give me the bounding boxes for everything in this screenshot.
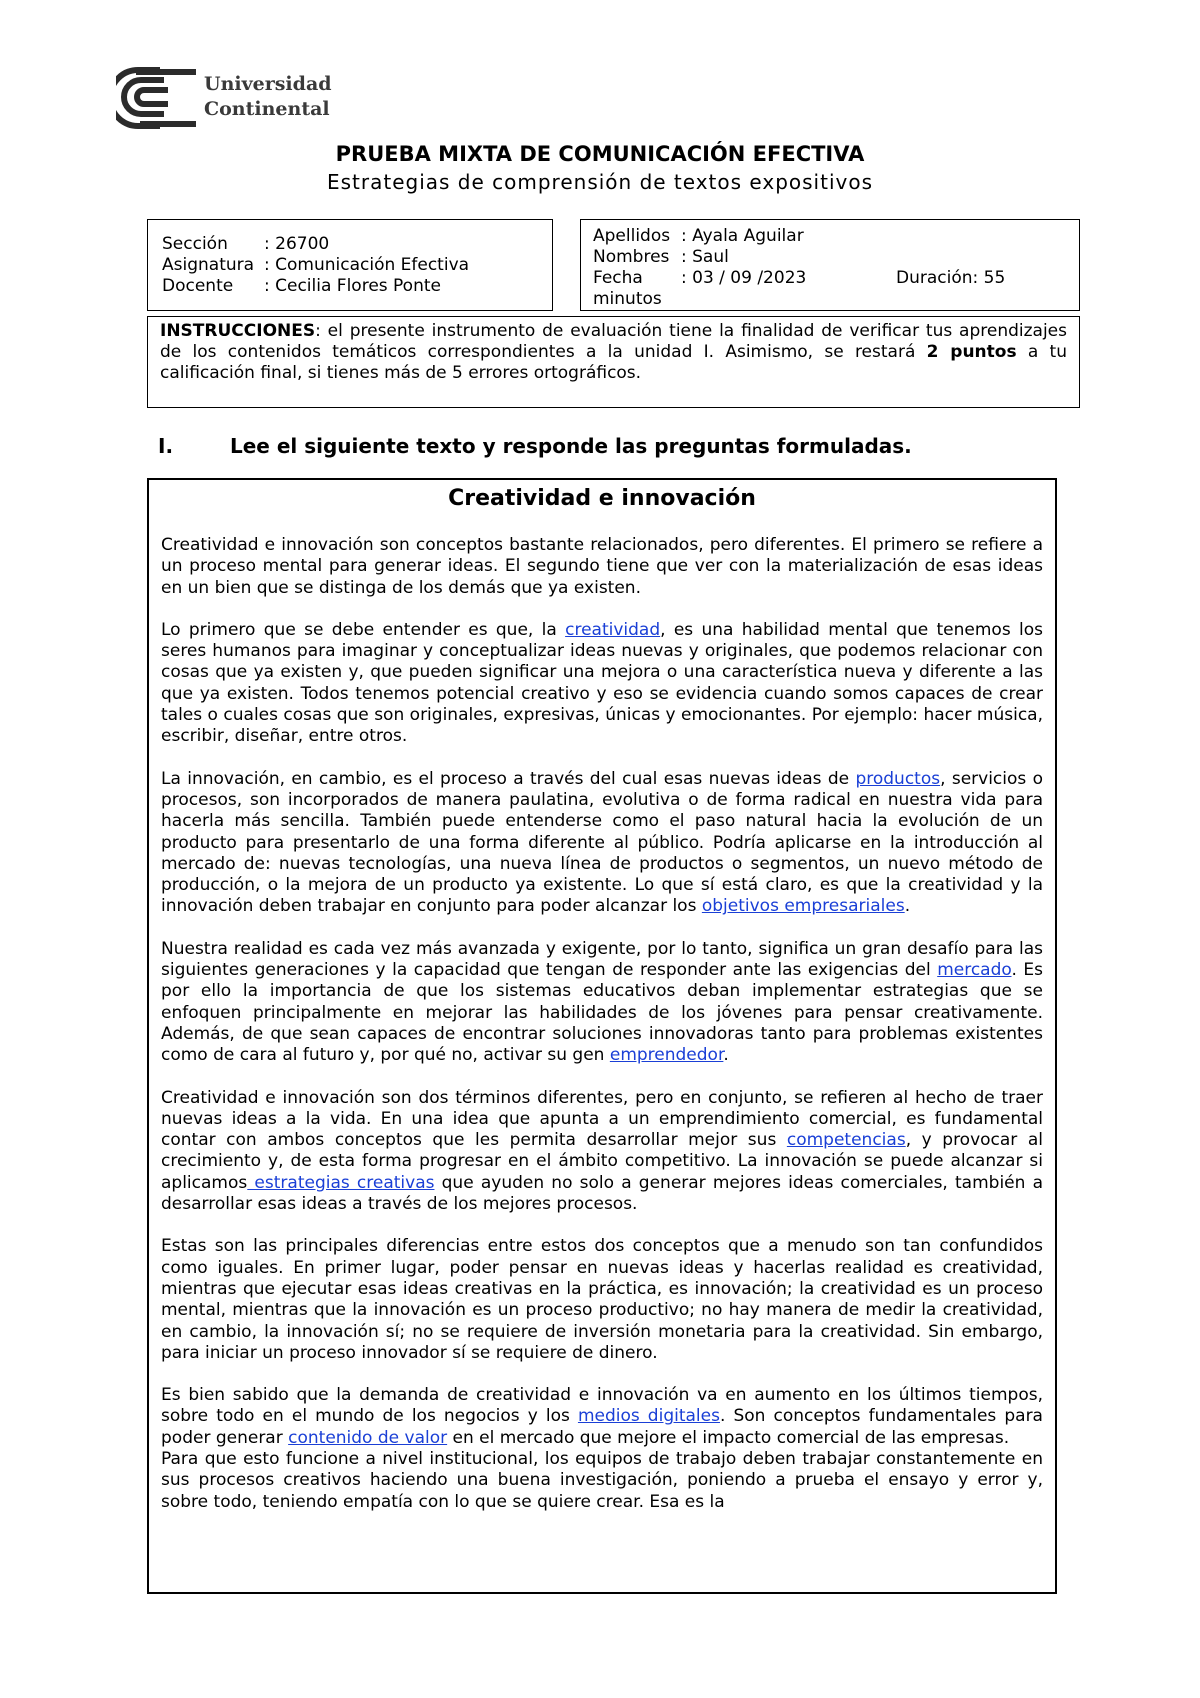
link-contenido-de-valor[interactable]: contenido de valor xyxy=(288,1427,448,1448)
logo-line2: Continental xyxy=(204,98,330,120)
p7-text-c: en el mercado que mejore el impacto comercial de las empresas. xyxy=(447,1427,1010,1448)
reading-box xyxy=(147,478,1057,1594)
seccion-row xyxy=(162,234,538,255)
p2-text-b: , es una habilidad mental que tenemos los seres humanos para imaginar y conceptualizar ideas nuevas y originales, que podemos relacionar con cosas que ya existen y, que pueden significar una mejora o una característica nueva y diferente a las que ya existen. Todos tenemos potencial creativo y eso se evidencia cuando somos capaces de crear tales o cuales cosas que son originales, expresivas, únicas y emocionantes. Por ejemplo: hacer música, escribir, diseñar, entre otros. xyxy=(161,619,1043,747)
university-logo xyxy=(116,66,332,130)
apellidos-label: Apellidos xyxy=(593,226,671,246)
asignatura-value: : Comunicación Efectiva xyxy=(264,255,470,275)
link-competencias[interactable]: competencias xyxy=(786,1130,906,1151)
p7-text-b: . Son conceptos fundamentales para poder generar xyxy=(161,1406,1043,1448)
instructions-bold: 2 puntos xyxy=(926,342,1017,362)
section-title: Lee el siguiente texto y responde las preguntas formuladas. xyxy=(230,434,912,458)
instructions-label: INSTRUCCIONES xyxy=(160,321,316,341)
paragraph-5 xyxy=(161,1088,1043,1216)
paragraph-8: Para que esto funcione a nivel institucional, los equipos de trabajo deben trabajar constantemente en sus procesos creativos haciendo una buena investigación, poniendo a prueba el ensayo y error y, sobre todo, teniendo empatía con lo que se quiere crear. Esa es la xyxy=(161,1448,1043,1512)
paragraph-2 xyxy=(161,620,1043,748)
document-subtitle: Estrategias de comprensión de textos expositivos xyxy=(326,170,874,194)
docente-label: Docente xyxy=(162,276,234,296)
course-info-box xyxy=(147,219,553,311)
docente-value: : Cecilia Flores Ponte xyxy=(264,276,441,296)
link-emprendedor[interactable]: emprendedor xyxy=(609,1045,724,1066)
fecha-label: Fecha xyxy=(593,268,643,288)
link-medios-digitales[interactable]: medios digitales xyxy=(577,1406,720,1427)
document-title: PRUEBA MIXTA DE COMUNICACIÓN EFECTIVA xyxy=(335,142,865,166)
reading-title: Creatividad e innovación xyxy=(448,486,756,511)
link-productos[interactable]: productos xyxy=(855,768,941,789)
p7-text-a: Es bien sabido que la demanda de creatividad e innovación va en aumento en los últimos tiempos, sobre todo en el mundo de los negocios y los xyxy=(161,1385,1043,1427)
nombres-value: : Saul xyxy=(681,247,729,267)
p4-text-c: . xyxy=(723,1045,729,1066)
duracion-cont: minutos xyxy=(593,289,662,309)
logo-emblem-icon xyxy=(116,66,196,130)
nombres-row xyxy=(593,247,1067,268)
student-info-box xyxy=(580,219,1080,311)
p3-text-c: . xyxy=(904,896,911,917)
duracion-cont-row xyxy=(593,289,1067,310)
paragraph-3 xyxy=(161,769,1043,918)
apellidos-row xyxy=(593,226,1067,247)
link-objetivos-empresariales[interactable]: objetivos empresariales xyxy=(701,896,905,917)
p4-text-b: . Es por ello la importancia de que los sistemas educativos deban implementar estrategias que se enfoquen principalmente en mejorar las habilidades de los jóvenes para pensar creativamente. Además, de que sean capaces de encontrar soluciones innovadoras tanto para problemas existentes como de cara al futuro y, por qué no, activar su gen xyxy=(161,960,1044,1066)
paragraph-7 xyxy=(161,1385,1043,1449)
docente-row xyxy=(162,276,538,297)
section-heading xyxy=(158,434,912,458)
fecha-value: : 03 / 09 /2023 xyxy=(681,268,807,288)
paragraph-1: Creatividad e innovación son conceptos bastante relacionados, pero diferentes. El primero se refiere a un proceso mental para generar ideas. El segundo tiene que ver con la materialización de esas ideas en un bien que se distinga de los demás que ya existen. xyxy=(161,535,1043,598)
logo-line1: Universidad xyxy=(204,73,332,95)
p3-text-b: , servicios o procesos, son incorporados de manera paulatina, evolutiva o de forma radical en nuestra vida para hacerla más sencilla. También puede entenderse como el paso natural hacia la evolución de un producto para presentarlo de una forma diferente al público. Podría aplicarse en la introducción al mercado de: nuevas tecnologías, una nueva línea de productos o segmentos, un nuevo método de producción, o la mejora de un producto ya existente. Lo que sí está claro, es que la creatividad y la innovación deben trabajar en conjunto para poder alcanzar los xyxy=(161,768,1043,917)
fecha-row xyxy=(593,268,1067,289)
duracion-label: Duración: 55 xyxy=(896,268,1006,288)
paragraph-4 xyxy=(161,939,1043,1067)
seccion-label: Sección xyxy=(162,234,228,254)
seccion-value: : 26700 xyxy=(264,234,330,254)
logo-wordmark xyxy=(204,72,332,122)
p3-text-a: La innovación, en cambio, es el proceso a través del cual esas nuevas ideas de xyxy=(161,768,856,789)
link-creatividad[interactable]: creatividad xyxy=(565,619,661,640)
paragraph-6: Estas son las principales diferencias entre estos dos conceptos que a menudo son tan confundidos como iguales. En primer lugar, poder pensar en nuevas ideas y hacerlas realidad es creatividad, mientras que ejecutar esas ideas creativas en la práctica, es innovación; la creatividad es un proceso mental, mientras que la innovación es un proceso productivo; no hay manera de medir la creatividad, en cambio, la innovación sí; no se requiere de inversión monetaria para la creatividad. Sin embargo, para iniciar un proceso innovador sí se requiere de dinero. xyxy=(161,1236,1043,1363)
section-number: I. xyxy=(158,434,174,458)
instructions-box xyxy=(147,316,1080,408)
p5-text-a: Creatividad e innovación son dos términos diferentes, pero en conjunto, se refieren al hecho de traer nuevas ideas a la vida. En una idea que apunta a un emprendimiento comercial, es fundamental contar con ambos conceptos que les permita desarrollar mejor sus xyxy=(161,1087,1043,1151)
p2-text-a: Lo primero que se debe entender es que, la xyxy=(161,619,566,640)
p5-text-b: , y provocar al crecimiento y, de esta forma progresar en el ámbito competitivo. La innovación se puede alcanzar si aplicamos xyxy=(161,1130,1043,1193)
link-estrategias-creativas[interactable]: estrategias creativas xyxy=(247,1172,435,1193)
nombres-label: Nombres xyxy=(593,247,670,267)
asignatura-label: Asignatura xyxy=(162,255,255,275)
instructions-text2: a tu calificación final, si tienes más de 5 errores ortográficos. xyxy=(160,342,1067,383)
p4-text-a: Nuestra realidad es cada vez más avanzada y exigente, por lo tanto, significa un gran desafío para las siguientes generaciones y la capacidad que tengan de responder ante las exigencias del xyxy=(161,938,1043,981)
apellidos-value: : Ayala Aguilar xyxy=(681,226,804,246)
instructions-text1: : el presente instrumento de evaluación tiene la finalidad de verificar tus aprendizajes de los contenidos temáticos correspondientes a la unidad I. Asimismo, se restará xyxy=(160,321,1067,362)
link-mercado[interactable]: mercado xyxy=(937,960,1012,981)
p5-text-c: que ayuden no solo a generar mejores ideas comerciales, también a desarrollar esas ideas a través de los mejores procesos. xyxy=(161,1172,1043,1215)
asignatura-row xyxy=(162,255,538,276)
